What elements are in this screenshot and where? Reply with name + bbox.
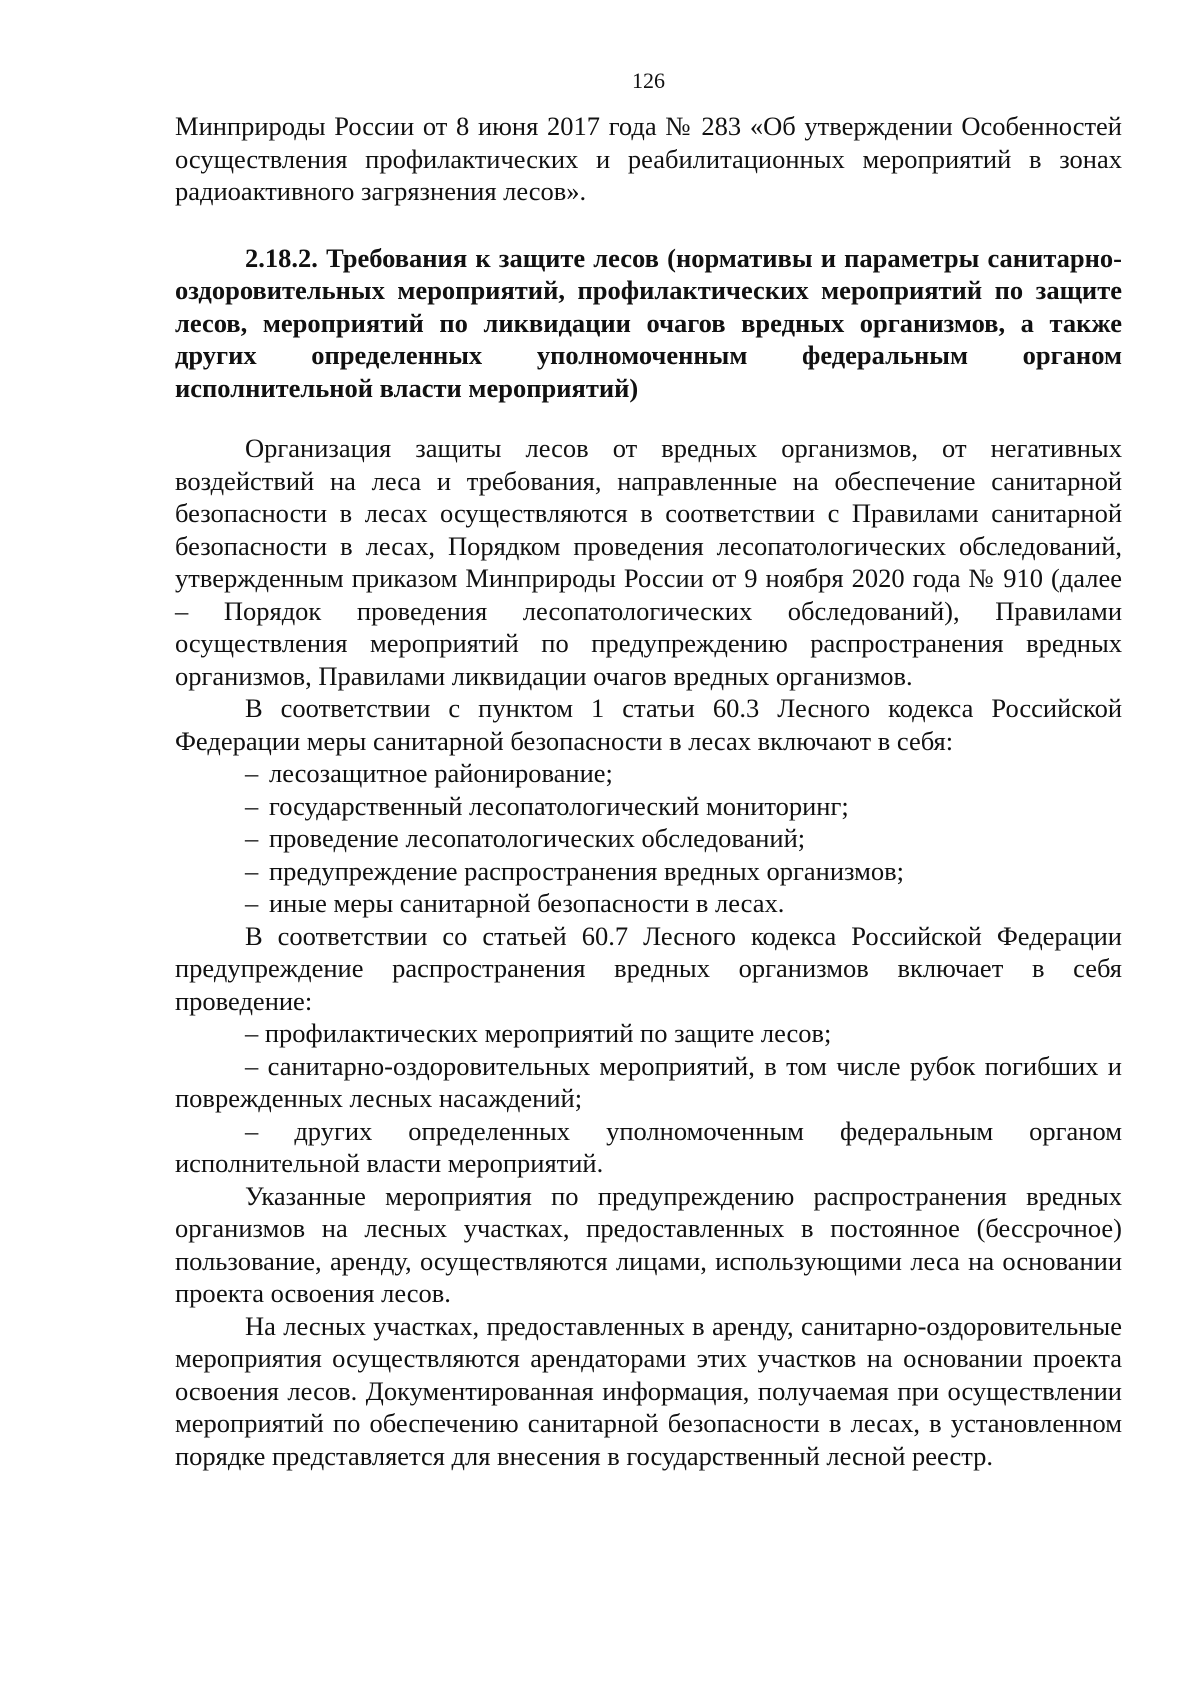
- dash-marker: –: [245, 1115, 259, 1146]
- dash-marker: –: [245, 823, 259, 853]
- list-item: – лесозащитное районирование;: [245, 758, 613, 788]
- page-number: 126: [632, 68, 665, 93]
- dash-marker: –: [245, 888, 259, 918]
- dash-marker: –: [245, 1050, 259, 1081]
- paragraph-prevention-intro: В соответствии со статьей 60.7 Лесного кодекса Российской Федерации предупреждение распространения вредных организмов включает в себя проведение:: [175, 920, 1122, 1016]
- dash-marker: –: [245, 1018, 259, 1048]
- list-item: – проведение лесопатологических обследований;: [245, 823, 806, 853]
- paragraph-responsible-parties: Указанные мероприятия по предупреждению распространения вредных организмов на лесных участках, предоставленных в постоянное (бессрочное) пользование, аренду, осуществляются лицами, использующими леса на основании проекта освоения лесов.: [175, 1180, 1122, 1308]
- list-item: – государственный лесопатологический мониторинг;: [245, 790, 849, 821]
- list-item: – предупреждение распространения вредных организмов;: [245, 855, 904, 886]
- intro-paragraph: Минприроды России от 8 июня 2017 года № 283 «Об утверждении Особенностей осуществления профилактических и реабилитационных мероприятий в зонах радиоактивного загрязнения лесов».: [175, 111, 1122, 206]
- paragraph-measures-intro: В соответствии с пунктом 1 статьи 60.3 Лесного кодекса Российской Федерации меры санитарной безопасности в лесах включают в себя:: [175, 693, 1122, 756]
- list-item: – других определенных уполномоченным федеральным органом исполнительной власти мероприятий.: [175, 1115, 1123, 1178]
- section-heading: 2.18.2. Требования к защите лесов (нормативы и параметры санитарно-оздоровительных мероприятий, профилактических мероприятий по защите лесов, мероприятий по ликвидации очагов вредных организмов, а также других определенных уполномоченным федеральным органом исполнительной власти мероприятий): [175, 242, 1122, 403]
- dash-marker: –: [245, 790, 259, 821]
- dash-marker: –: [245, 758, 259, 788]
- list-item: – санитарно-оздоровительных мероприятий, в том числе рубок погибших и поврежденных лесных насаждений;: [175, 1050, 1122, 1113]
- document-page: [175, 68, 1122, 1472]
- dash-marker: –: [245, 855, 259, 886]
- paragraph-lease-areas: На лесных участках, предоставленных в аренду, санитарно-оздоровительные мероприятия осуществляются арендаторами этих участков на основании проекта освоения лесов. Документированная информация, получаемая при осуществлении мероприятий по обеспечению санитарной безопасности в лесах, в установленном порядке представляется для внесения в государственный лесной реестр.: [175, 1310, 1122, 1471]
- paragraph-organization: Организация защиты лесов от вредных организмов, от негативных воздействий на леса и требования, направленные на обеспечение санитарной безопасности в лесах осуществляются в соответствии с Правилами санитарной безопасности в лесах, Порядком проведения лесопатологических обследований, утвержденным приказом Минприроды России от 9 ноября 2020 года № 910 (далее – Порядок проведения лесопатологических обследований), Правилами осуществления мероприятий по предупреждению распространения вредных организмов, Правилами ликвидации очагов вредных организмов.: [175, 433, 1122, 691]
- sanitary-measures-list: [175, 757, 1122, 920]
- list-item: – иные меры санитарной безопасности в лесах.: [245, 888, 785, 918]
- list-item: – профилактических мероприятий по защите лесов;: [245, 1018, 832, 1048]
